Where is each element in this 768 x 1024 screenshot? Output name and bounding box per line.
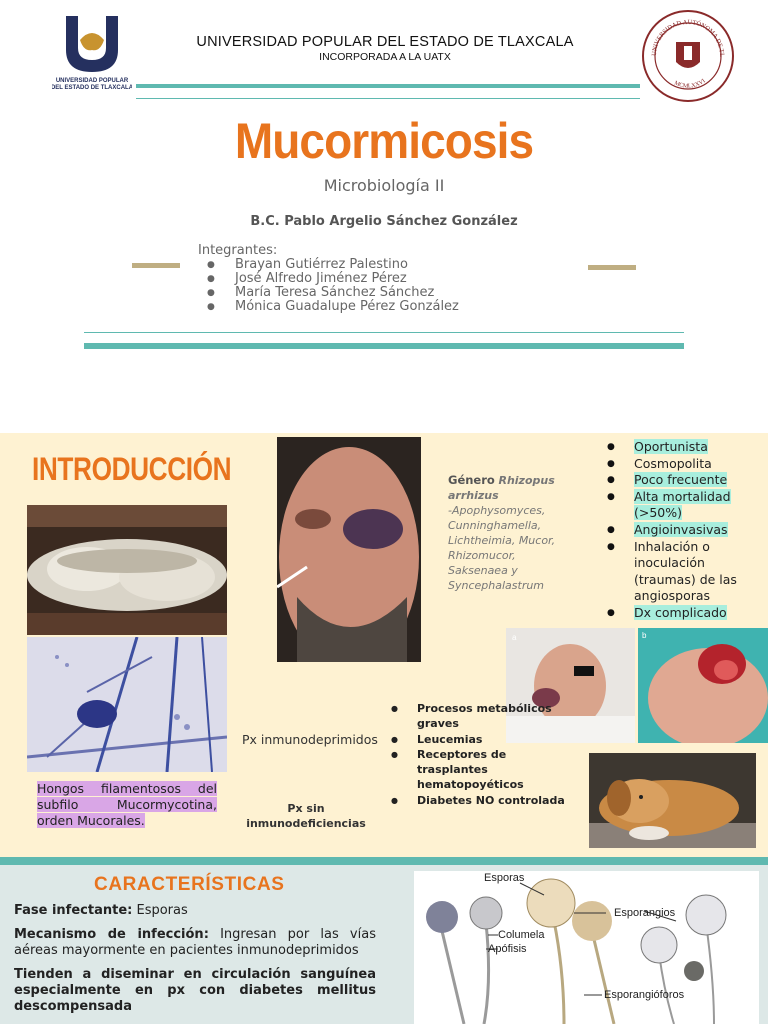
seal-year: MCMLXXVI: [673, 78, 707, 90]
course-name: Microbiología II: [323, 176, 445, 195]
risk-factors-list: [391, 701, 571, 808]
uatx-seal: [640, 8, 736, 104]
trait-item: ● Angioinvasivas: [606, 522, 756, 539]
members-label: Integrantes:: [198, 243, 278, 258]
photo-label-a: a: [512, 633, 517, 642]
px-sin-label: Px sin inmunodeficiencias: [246, 802, 366, 830]
px-immuno-label: Px inmunodeprimidos: [242, 732, 378, 747]
characteristics-body: [14, 903, 376, 1023]
photo-label-b: b: [642, 631, 647, 640]
page-title: Mucormicosis: [234, 113, 534, 169]
label-apofisis: Apófisis: [488, 943, 527, 955]
label-columela: Columela: [498, 929, 545, 941]
dog-photo: [589, 753, 756, 848]
member-item: ● Mónica Guadalupe Pérez González: [198, 300, 578, 314]
trait-item: ● Alta mortalidad (>50%): [606, 489, 756, 522]
teacher-name: B.C. Pablo Argelio Sánchez González: [250, 214, 518, 229]
characteristic-item: Mecanismo de infección: Ingresan por las vías aéreas mayormente en pacientes inmunodeprimidos: [14, 927, 376, 958]
cover-rule: [84, 343, 684, 349]
patient-face-photo: [277, 437, 421, 662]
characteristics-title: CARACTERÍSTICAS: [94, 874, 285, 895]
member-item: ● Brayan Gutiérrez Palestino: [198, 258, 578, 272]
risk-factor-item: ● Leucemias: [391, 732, 571, 747]
trait-item: ● Poco frecuente: [606, 472, 756, 489]
genus-others: -Apophysomyces, Cunninghamella, Lichtheimia, Mucor, Rhizomucor, Saksenaea y Syncephalastrum: [448, 504, 556, 592]
trait-item: ● Cosmopolita: [606, 456, 756, 473]
members-block: [198, 244, 578, 314]
label-esporangioforos: Esporangióforos: [604, 989, 685, 1001]
characteristic-item: Fase infectante: Esporas: [14, 903, 188, 918]
label-esporangios: Esporangios: [614, 907, 676, 919]
member-item: ● José Alfredo Jiménez Pérez: [198, 272, 578, 286]
trait-item: ● Dx complicado: [606, 605, 756, 622]
fungi-caption-text: Hongos filamentosos del subfilo Mucormycotina, orden Mucorales.: [37, 781, 217, 828]
member-item: ● María Teresa Sánchez Sánchez: [198, 286, 578, 300]
traits-list: [606, 439, 756, 622]
microscope-photo: [27, 637, 227, 772]
genus-block: [448, 473, 578, 593]
risk-factor-item: ● Receptores de trasplantes hematopoyéticos: [391, 747, 571, 793]
header-rule-thin: [136, 98, 640, 99]
logo-text-2: DEL ESTADO DE TLAXCALA: [52, 85, 132, 91]
members-list: [198, 258, 578, 314]
characteristic-item: Tienden a diseminar en circulación sanguínea especialmente en px con diabetes mellitus descompensada: [14, 967, 376, 1014]
fungi-caption: [37, 781, 217, 829]
university-subtitle: INCORPORADA A LA UATX: [319, 51, 451, 63]
genus-label: Género: [448, 473, 495, 487]
patient-nose-photo: [638, 628, 768, 743]
decor-dash-right: [588, 265, 636, 270]
university-name: UNIVERSIDAD POPULAR DEL ESTADO DE TLAXCALA: [196, 34, 574, 50]
mold-photo: [27, 505, 227, 635]
label-esporas: Esporas: [484, 872, 525, 884]
trait-item: ● Oportunista: [606, 439, 756, 456]
trait-item: ● Inhalación o inoculación (traumas) de las angiosporas: [606, 539, 756, 605]
decor-dash-left: [132, 263, 180, 268]
risk-factor-item: ● Diabetes NO controlada: [391, 793, 571, 808]
header-rule: [136, 84, 640, 88]
logo-text-1: UNIVERSIDAD POPULAR: [55, 78, 129, 84]
genus-name: Rhizopus arrhizus: [448, 474, 555, 502]
university-logo: [52, 12, 132, 92]
sporangia-diagram: [414, 871, 759, 1024]
cover-rule-thin: [84, 332, 684, 333]
characteristics-bar: [0, 857, 768, 865]
risk-factor-item: ● Procesos metabólicos graves: [391, 701, 571, 732]
seal-text: UNIVERSIDAD AUTÓNOMA DE TL: [650, 18, 726, 58]
intro-title: INTRODUCCIÓN: [32, 451, 232, 487]
